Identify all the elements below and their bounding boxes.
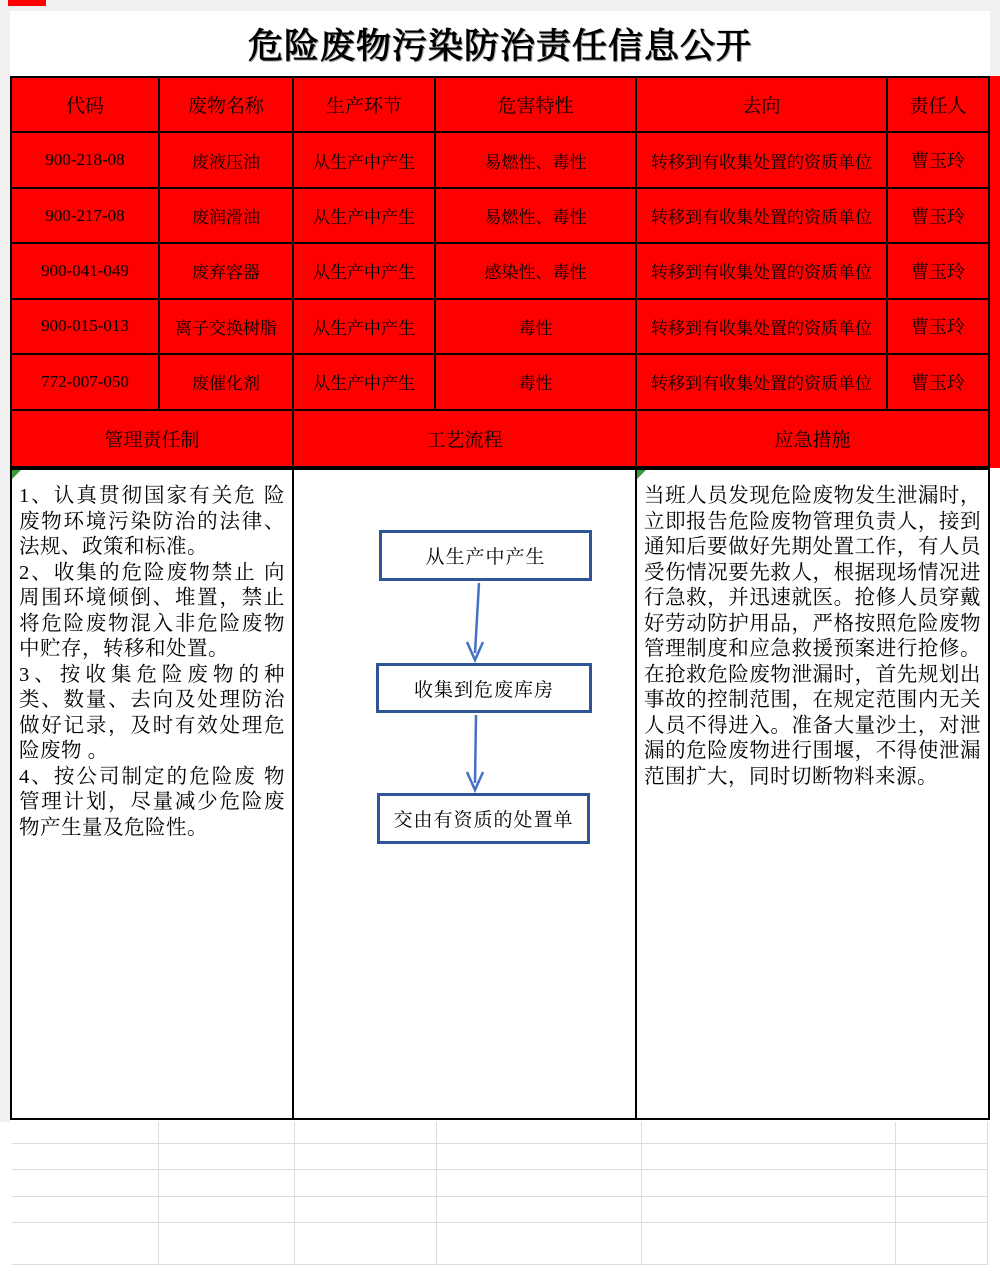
table-cell: 毒性 xyxy=(436,355,637,410)
table-cell: 曹玉玲 xyxy=(888,189,988,244)
section-header-process: 工艺流程 xyxy=(294,411,637,466)
table-cell: 900-015-013 xyxy=(12,300,160,355)
flow-step-2: 收集到危废库房 xyxy=(376,663,592,713)
column-header-hazard: 危害特性 xyxy=(436,78,637,133)
table-cell: 转移到有收集处置的资质单位 xyxy=(637,189,888,244)
management-item-1: 1、认真贯彻国家有关危 险废物环境污染防治的法律、法规、政策和标准。 xyxy=(19,485,285,558)
emergency-text: 当班人员发现危险废物发生泄漏时，立即报告危险废物管理负责人，接到通知后要做好先期处置工作，有人员受伤情况要先救人，根据现场情况进行急救，并迅速就医。抢修人员穿戴好劳动防护用品，严格按照危险废物管理制度和应急救援预案进行抢修。在抢救危险废物泄漏时，首先规划出事故的控制范围，在规定范围内无关人员不得进入。准备大量沙土，对泄漏的危险废物进行围堰，不得使泄漏范围扩大，同时切断物料来源。 xyxy=(644,485,981,788)
content-area xyxy=(10,468,990,1120)
cell-flag-triangle-icon xyxy=(12,470,21,479)
table-cell: 从生产中产生 xyxy=(294,300,436,355)
table-cell: 废弃容器 xyxy=(160,244,294,299)
table-cell: 从生产中产生 xyxy=(294,244,436,299)
gridline xyxy=(436,1122,437,1264)
table-cell: 从生产中产生 xyxy=(294,189,436,244)
gridline xyxy=(294,1122,295,1264)
process-flow-cell xyxy=(294,470,637,1118)
waste-table xyxy=(10,76,990,468)
flowchart xyxy=(294,470,635,1118)
management-text xyxy=(12,470,292,841)
gridline xyxy=(12,1264,988,1265)
table-cell: 900-217-08 xyxy=(12,189,160,244)
section-header-emergency: 应急措施 xyxy=(774,429,851,451)
management-item-4: 4、按公司制定的危险废 物管理计划，尽量减少危险废物产生量及危险性。 xyxy=(19,765,285,839)
management-item-3: 3、按收集危险废物的种 类、数量、去向及处理防治 做好记录，及时有效处理危险废物 。 xyxy=(19,663,285,762)
table-cell: 转移到有收集处置的资质单位 xyxy=(637,244,888,299)
emergency-text-cell xyxy=(637,470,988,1118)
table-cell: 废润滑油 xyxy=(160,189,294,244)
flow-step-3: 交由有资质的处置单 xyxy=(377,793,590,844)
table-cell: 易燃性、毒性 xyxy=(436,133,637,188)
gridline xyxy=(641,1122,642,1264)
page-right-margin xyxy=(990,11,1000,76)
table-cell: 转移到有收集处置的资质单位 xyxy=(637,355,888,410)
column-header-waste-name: 废物名称 xyxy=(160,78,294,133)
table-cell: 从生产中产生 xyxy=(294,355,436,410)
empty-spreadsheet-grid xyxy=(0,1122,1000,1278)
table-cell: 900-218-08 xyxy=(12,133,160,188)
table-cell: 转移到有收集处置的资质单位 xyxy=(637,300,888,355)
table-cell: 曹玉玲 xyxy=(888,244,988,299)
table-cell: 曹玉玲 xyxy=(888,355,988,410)
column-header-destination: 去向 xyxy=(637,78,888,133)
table-cell: 废液压油 xyxy=(160,133,294,188)
column-header-production-stage: 生产环节 xyxy=(294,78,436,133)
gridline xyxy=(987,1122,988,1264)
table-cell: 废催化剂 xyxy=(160,355,294,410)
page-top-margin xyxy=(0,0,1000,11)
management-text-cell xyxy=(12,470,294,1118)
table-cell: 900-041-049 xyxy=(12,244,160,299)
table-cell: 曹玉玲 xyxy=(888,133,988,188)
table-cell: 从生产中产生 xyxy=(294,133,436,188)
column-header-responsible: 责任人 xyxy=(888,78,988,133)
management-item-2: 2、收集的危险废物禁止 向周围环境倾倒、堆置，禁止将危险废物混入非危险废物中贮存，转移和处置。 xyxy=(19,561,285,660)
column-header-code: 代码 xyxy=(12,78,160,133)
section-header-management: 管理责任制 xyxy=(12,411,294,466)
flow-step-1: 从生产中产生 xyxy=(379,530,592,581)
table-cell: 772-007-050 xyxy=(12,355,160,410)
gridline xyxy=(158,1122,159,1264)
page-title: 危险废物污染防治责任信息公开 xyxy=(247,26,752,66)
table-cell: 曹玉玲 xyxy=(888,300,988,355)
table-cell: 感染性、毒性 xyxy=(436,244,637,299)
cropped-red-cell-fragment xyxy=(8,0,46,6)
table-cell: 毒性 xyxy=(436,300,637,355)
gridline xyxy=(895,1122,896,1264)
table-cell: 离子交换树脂 xyxy=(160,300,294,355)
title-band xyxy=(10,11,990,76)
table-cell: 易燃性、毒性 xyxy=(436,189,637,244)
table-cell: 转移到有收集处置的资质单位 xyxy=(637,133,888,188)
page-left-margin xyxy=(0,11,10,1122)
cell-flag-triangle-icon xyxy=(637,470,646,479)
